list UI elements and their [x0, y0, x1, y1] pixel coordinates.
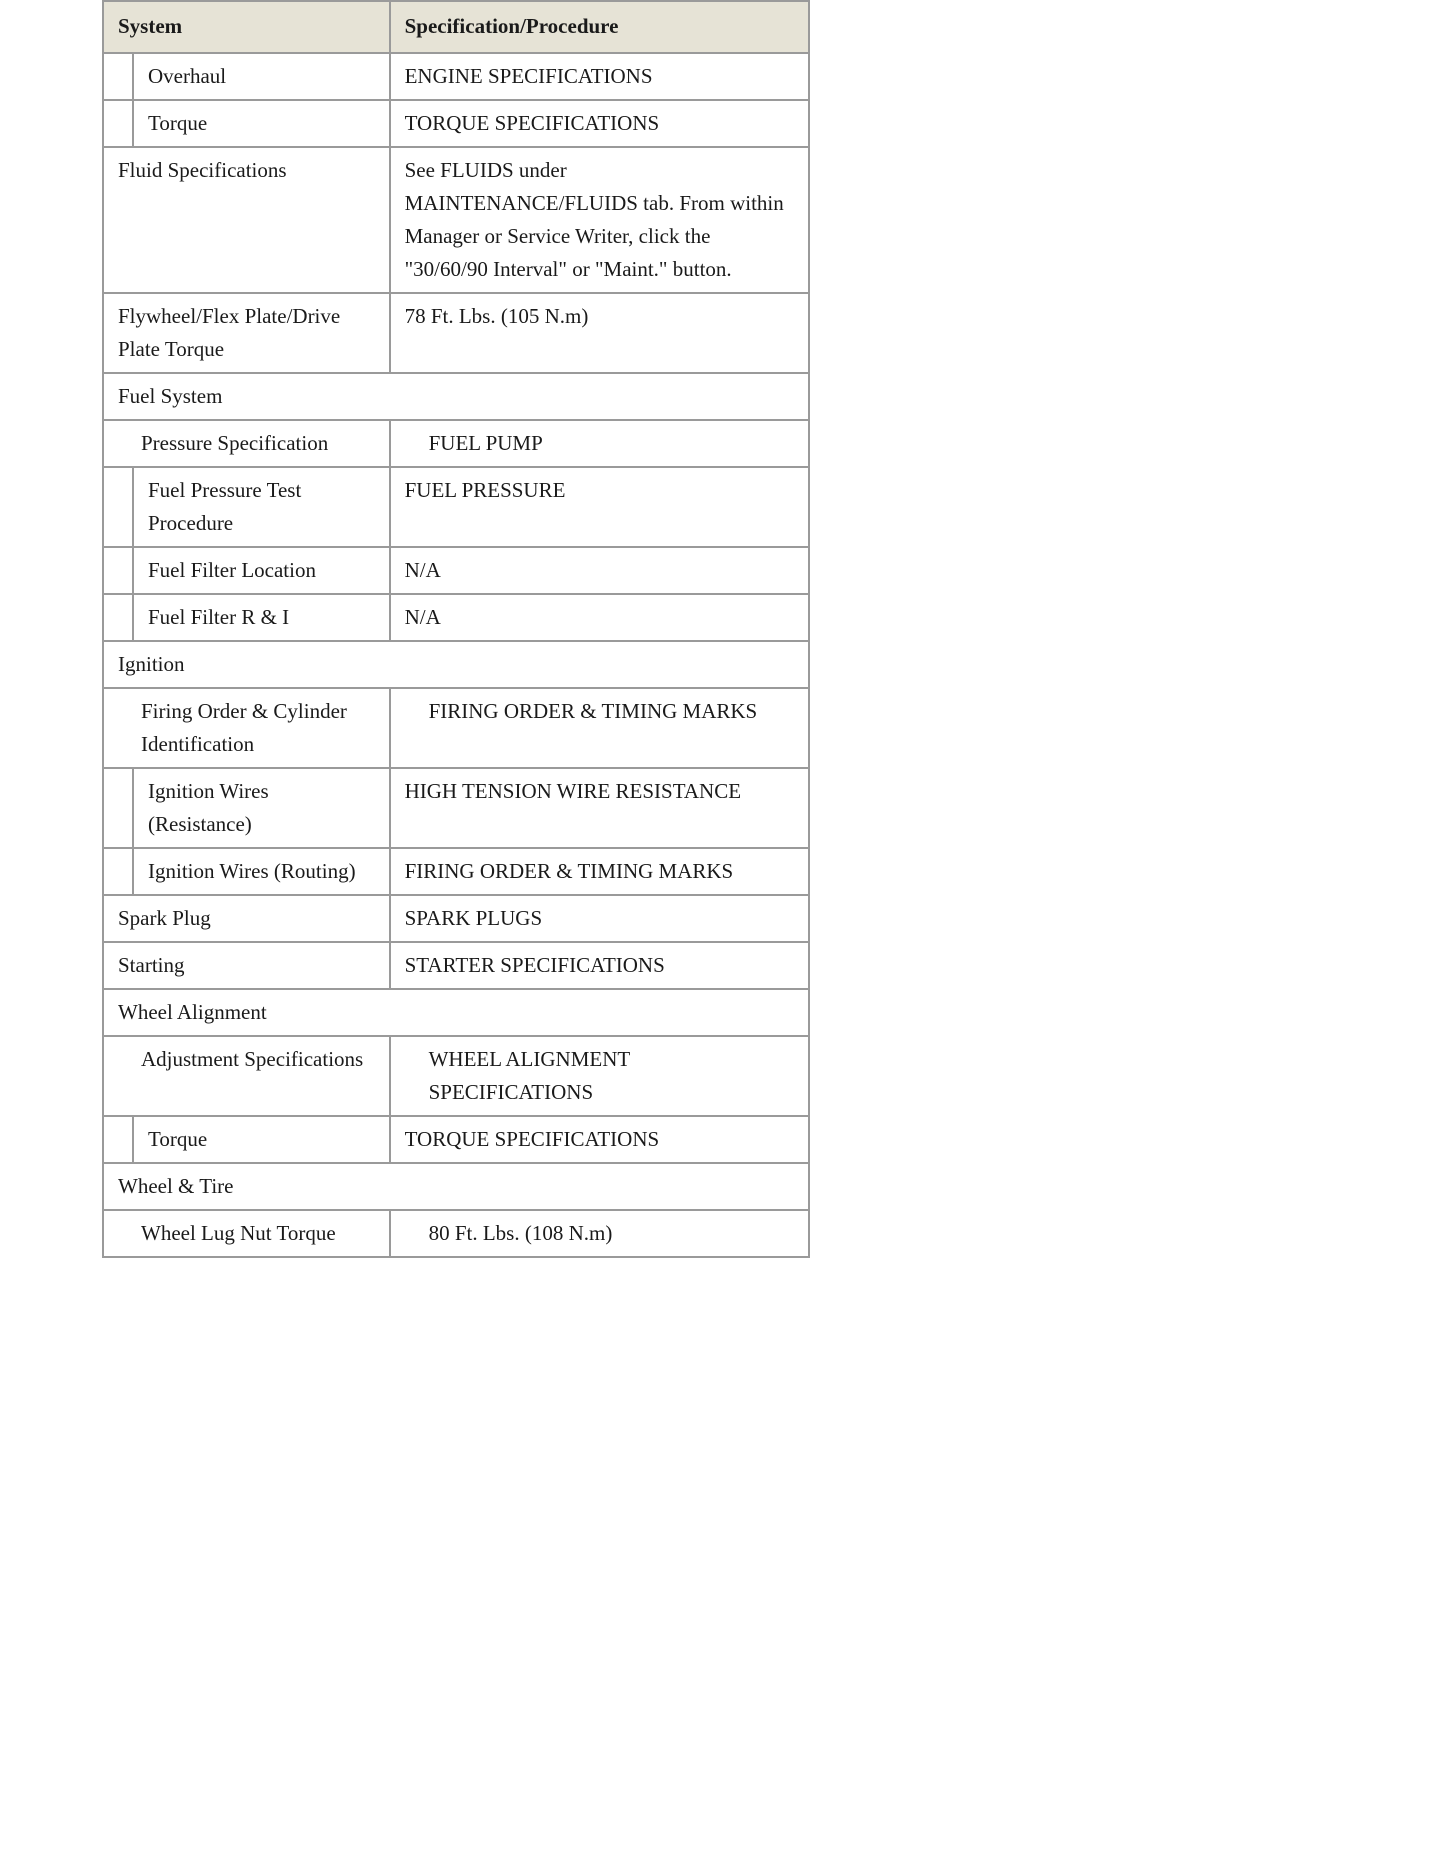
sub-item-container [104, 54, 389, 99]
table-row [103, 147, 809, 293]
section-heading: Wheel & Tire [103, 1163, 809, 1210]
section-heading: Fuel System [103, 373, 809, 420]
sub-item-container [104, 468, 389, 546]
table-row [103, 547, 809, 594]
system-label: Starting [103, 942, 390, 989]
table-row [103, 848, 809, 895]
system-cell [103, 53, 390, 100]
spec-value: See FLUIDS under MAINTENANCE/FLUIDS tab. From within Manager or Service Writer, click the "30/60/90 Interval" or "Maint." button. [390, 147, 809, 293]
spec-value: FIRING ORDER & TIMING MARKS [390, 688, 809, 768]
table-row [103, 293, 809, 373]
system-label: Pressure Specification [103, 420, 390, 467]
spec-value: N/A [390, 594, 809, 641]
table-row [103, 1210, 809, 1257]
system-column-header: System [103, 1, 390, 53]
table-row [103, 1036, 809, 1116]
system-label: Wheel Lug Nut Torque [103, 1210, 390, 1257]
table-row [103, 1116, 809, 1163]
sub-item-container [104, 849, 389, 894]
indent-gutter [104, 468, 134, 546]
system-label: Spark Plug [103, 895, 390, 942]
spec-value: TORQUE SPECIFICATIONS [390, 100, 809, 147]
spec-value: FIRING ORDER & TIMING MARKS [390, 848, 809, 895]
system-label: Adjustment Specifications [103, 1036, 390, 1116]
spec-value: ENGINE SPECIFICATIONS [390, 53, 809, 100]
table-row [103, 467, 809, 547]
sub-item-container [104, 548, 389, 593]
spec-value: HIGH TENSION WIRE RESISTANCE [390, 768, 809, 848]
section-heading: Wheel Alignment [103, 989, 809, 1036]
indent-gutter [104, 54, 134, 99]
system-label: Fuel Filter R & I [148, 605, 290, 629]
indent-gutter [104, 769, 134, 847]
system-cell [103, 1116, 390, 1163]
table-row [103, 942, 809, 989]
sub-item-container [104, 595, 389, 640]
table-row [103, 420, 809, 467]
system-cell [103, 848, 390, 895]
indent-gutter [104, 595, 134, 640]
table-body [103, 53, 809, 1257]
system-label: Fuel Pressure Test Procedure [148, 478, 302, 535]
section-row [103, 641, 809, 688]
system-cell [103, 100, 390, 147]
section-row [103, 1163, 809, 1210]
system-cell [103, 467, 390, 547]
indent-gutter [104, 1117, 134, 1162]
system-label: Fuel Filter Location [148, 558, 316, 582]
spec-column-header: Specification/Procedure [390, 1, 809, 53]
spec-value: STARTER SPECIFICATIONS [390, 942, 809, 989]
system-label: Flywheel/Flex Plate/Drive Plate Torque [103, 293, 390, 373]
spec-value: FUEL PUMP [390, 420, 809, 467]
system-cell [103, 594, 390, 641]
section-row [103, 373, 809, 420]
spec-value: 80 Ft. Lbs. (108 N.m) [390, 1210, 809, 1257]
system-label: Fluid Specifications [103, 147, 390, 293]
indent-gutter [104, 101, 134, 146]
spec-value: TORQUE SPECIFICATIONS [390, 1116, 809, 1163]
table-row [103, 594, 809, 641]
spec-value: N/A [390, 547, 809, 594]
specifications-table [102, 0, 810, 1258]
system-label: Overhaul [148, 64, 227, 88]
system-cell [103, 547, 390, 594]
system-label: Torque [148, 1127, 208, 1151]
sub-item-container [104, 101, 389, 146]
sub-item-container [104, 1117, 389, 1162]
system-label: Torque [148, 111, 208, 135]
table-row [103, 895, 809, 942]
section-heading: Ignition [103, 641, 809, 688]
indent-gutter [104, 548, 134, 593]
system-label: Firing Order & Cylinder Identification [103, 688, 390, 768]
sub-item-container [104, 769, 389, 847]
table-row [103, 53, 809, 100]
spec-value: 78 Ft. Lbs. (105 N.m) [390, 293, 809, 373]
system-label: Ignition Wires (Routing) [148, 859, 356, 883]
table-header-row [103, 1, 809, 53]
spec-value: FUEL PRESSURE [390, 467, 809, 547]
spec-value: SPARK PLUGS [390, 895, 809, 942]
system-label: Ignition Wires (Resistance) [148, 779, 269, 836]
table-row [103, 688, 809, 768]
table-row [103, 100, 809, 147]
spec-value: WHEEL ALIGNMENT SPECIFICATIONS [390, 1036, 809, 1116]
section-row [103, 989, 809, 1036]
indent-gutter [104, 849, 134, 894]
table-row [103, 768, 809, 848]
system-cell [103, 768, 390, 848]
